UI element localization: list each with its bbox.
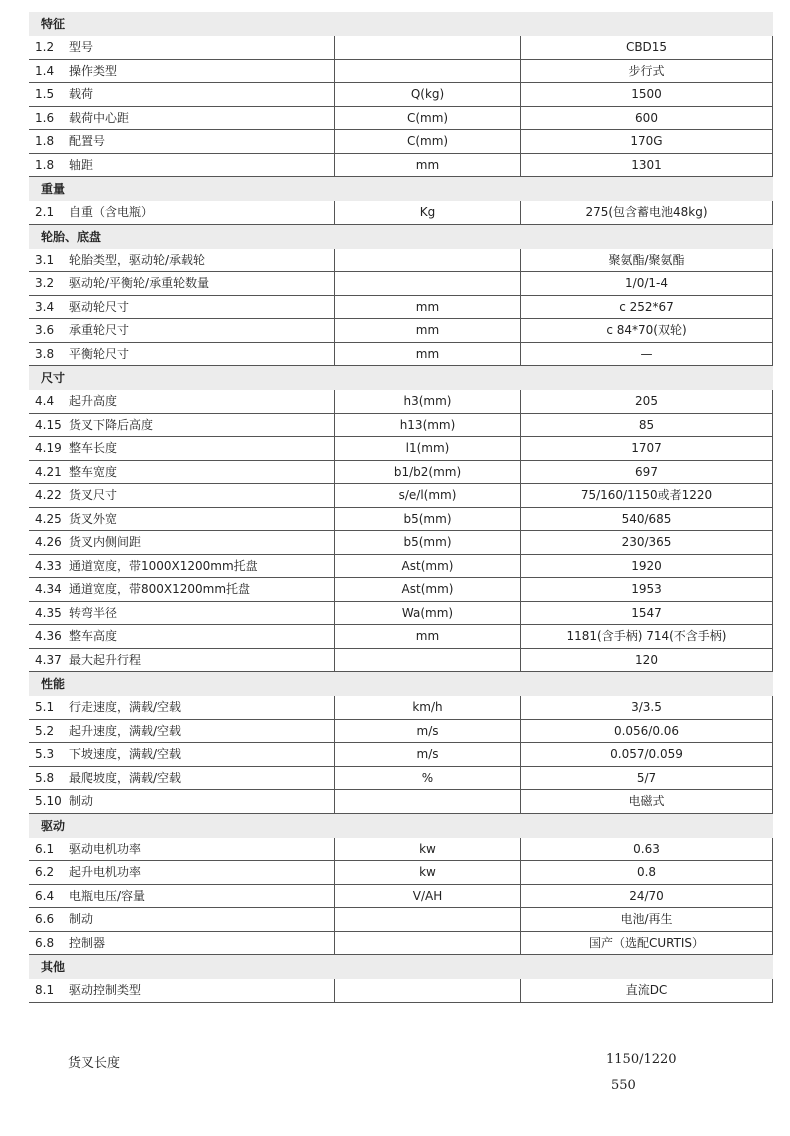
fork-length-value: 1150/1220 [606, 1052, 677, 1067]
row-value: 电池/再生 [521, 908, 773, 931]
row-number: 8.1 [35, 983, 55, 997]
row-number: 6.8 [35, 935, 55, 950]
row-value: 0.63 [521, 838, 773, 861]
row-unit: kw [335, 861, 521, 884]
row-value: 1/0/1-4 [521, 272, 773, 295]
row-number: 1.6 [35, 110, 55, 125]
row-value: 聚氨酯/聚氨酯 [521, 249, 773, 272]
row-name: 通道宽度，带1000X1200mm托盘 [65, 555, 335, 578]
row-number: 4.37 [35, 652, 62, 667]
row-unit: m/s [335, 743, 521, 766]
row-unit [335, 649, 521, 672]
row-name: 载荷 [65, 83, 335, 106]
section-header: 性能 [29, 672, 773, 696]
spec-table [29, 12, 773, 1003]
row-unit: Kg [335, 201, 521, 224]
row-unit: km/h [335, 696, 521, 719]
row-value: CBD15 [521, 36, 773, 59]
row-value: 205 [521, 390, 773, 413]
table-row [29, 790, 773, 814]
row-name: 货叉内侧间距 [65, 531, 335, 554]
section-header: 尺寸 [29, 366, 773, 390]
row-value: 1547 [521, 602, 773, 625]
row-unit [335, 790, 521, 813]
row-value: 3/3.5 [521, 696, 773, 719]
row-name: 整车长度 [65, 437, 335, 460]
row-value: 230/365 [521, 531, 773, 554]
fork-length-label: 货叉长度 [68, 1056, 121, 1071]
row-unit [335, 249, 521, 272]
row-number: 2.1 [35, 205, 55, 219]
row-name: 自重（含电瓶） [65, 201, 335, 224]
row-number: 6.4 [35, 888, 55, 903]
table-row [29, 461, 773, 485]
table-row [29, 508, 773, 532]
row-name: 转弯半径 [65, 602, 335, 625]
row-unit: Wa(mm) [335, 602, 521, 625]
row-name: 最大起升行程 [65, 649, 335, 672]
row-number: 3.8 [35, 346, 55, 361]
table-row [29, 201, 773, 225]
row-number: 4.25 [35, 511, 62, 526]
row-value: 5/7 [521, 767, 773, 790]
table-row [29, 249, 773, 273]
row-name: 轮胎类型，驱动轮/承载轮 [65, 249, 335, 272]
row-name: 配置号 [65, 130, 335, 153]
row-number: 3.2 [35, 276, 55, 290]
row-unit [335, 908, 521, 931]
section-header: 驱动 [29, 814, 773, 838]
table-row [29, 154, 773, 178]
row-unit [335, 979, 521, 1002]
table-row [29, 838, 773, 862]
row-name: 驱动电机功率 [65, 838, 335, 861]
row-name: 通道宽度，带800X1200mm托盘 [65, 578, 335, 601]
table-row [29, 885, 773, 909]
table-row [29, 319, 773, 343]
row-name: 行走速度，满载/空载 [65, 696, 335, 719]
row-value: 540/685 [521, 508, 773, 531]
row-unit: mm [335, 319, 521, 342]
section-header: 轮胎、底盘 [29, 225, 773, 249]
row-value: 1301 [521, 154, 773, 177]
row-unit [335, 60, 521, 83]
row-unit: b5(mm) [335, 531, 521, 554]
row-name: 起升电机功率 [65, 861, 335, 884]
table-row [29, 602, 773, 626]
row-name: 最爬坡度，满载/空载 [65, 767, 335, 790]
table-row [29, 932, 773, 956]
row-name: 控制器 [65, 932, 335, 955]
row-value: 75/160/1150或者1220 [521, 484, 773, 507]
row-name: 载荷中心距 [65, 107, 335, 130]
row-number: 4.19 [35, 441, 62, 455]
row-value: 120 [521, 649, 773, 672]
row-unit: C(mm) [335, 107, 521, 130]
table-row [29, 908, 773, 932]
row-unit: m/s [335, 720, 521, 743]
row-number: 5.10 [35, 794, 62, 808]
table-row [29, 720, 773, 744]
row-name: 型号 [65, 36, 335, 59]
table-row [29, 414, 773, 438]
table-row [29, 649, 773, 673]
row-unit: % [335, 767, 521, 790]
row-name: 起升速度，满载/空载 [65, 720, 335, 743]
row-value: 1500 [521, 83, 773, 106]
table-row [29, 555, 773, 579]
row-unit [335, 36, 521, 59]
row-unit [335, 932, 521, 955]
table-row [29, 531, 773, 555]
table-row [29, 578, 773, 602]
table-row [29, 767, 773, 791]
table-row [29, 83, 773, 107]
table-row [29, 696, 773, 720]
row-number: 4.22 [35, 488, 62, 502]
row-unit: b5(mm) [335, 508, 521, 531]
row-unit: l1(mm) [335, 437, 521, 460]
row-unit: h3(mm) [335, 390, 521, 413]
row-value: 85 [521, 414, 773, 437]
row-number: 1.8 [35, 157, 55, 172]
row-value: c 252*67 [521, 296, 773, 319]
row-number: 1.4 [35, 63, 55, 78]
row-name: 平衡轮尺寸 [65, 343, 335, 366]
row-number: 6.6 [35, 912, 55, 926]
row-unit: Ast(mm) [335, 555, 521, 578]
table-row [29, 390, 773, 414]
row-unit: kw [335, 838, 521, 861]
row-name: 货叉下降后高度 [65, 414, 335, 437]
row-unit: h13(mm) [335, 414, 521, 437]
row-value: 170G [521, 130, 773, 153]
table-row [29, 107, 773, 131]
table-row [29, 296, 773, 320]
row-name: 轴距 [65, 154, 335, 177]
row-unit: Q(kg) [335, 83, 521, 106]
row-number: 4.33 [35, 558, 62, 573]
row-unit: mm [335, 296, 521, 319]
row-name: 电瓶电压/容量 [65, 885, 335, 908]
row-number: 4.4 [35, 394, 55, 408]
row-number: 4.36 [35, 629, 62, 643]
row-number: 5.3 [35, 747, 55, 761]
row-number: 3.1 [35, 252, 55, 267]
row-number: 6.1 [35, 841, 55, 856]
row-unit [335, 272, 521, 295]
row-unit: s/e/l(mm) [335, 484, 521, 507]
row-name: 驱动轮尺寸 [65, 296, 335, 319]
row-name: 承重轮尺寸 [65, 319, 335, 342]
table-row [29, 343, 773, 367]
row-name: 整车宽度 [65, 461, 335, 484]
row-name: 驱动控制类型 [65, 979, 335, 1002]
row-value: 1181(含手柄) 714(不含手柄) [521, 625, 773, 648]
row-value: 1953 [521, 578, 773, 601]
section-header: 特征 [29, 12, 773, 36]
row-unit: mm [335, 154, 521, 177]
row-value: — [521, 343, 773, 366]
row-value: 697 [521, 461, 773, 484]
row-value: c 84*70(双轮) [521, 319, 773, 342]
table-row [29, 437, 773, 461]
row-name: 货叉外宽 [65, 508, 335, 531]
row-number: 4.34 [35, 582, 62, 596]
row-value: 0.8 [521, 861, 773, 884]
row-unit: b1/b2(mm) [335, 461, 521, 484]
row-value: 24/70 [521, 885, 773, 908]
row-value: 国产（选配CURTIS） [521, 932, 773, 955]
row-number: 1.2 [35, 40, 55, 54]
row-number: 3.4 [35, 299, 55, 314]
table-row [29, 60, 773, 84]
row-name: 起升高度 [65, 390, 335, 413]
row-number: 4.26 [35, 535, 62, 549]
row-value: 电磁式 [521, 790, 773, 813]
row-name: 制动 [65, 908, 335, 931]
row-value: 0.056/0.06 [521, 720, 773, 743]
row-name: 货叉尺寸 [65, 484, 335, 507]
row-name: 制动 [65, 790, 335, 813]
row-value: 步行式 [521, 60, 773, 83]
row-unit: Ast(mm) [335, 578, 521, 601]
row-number: 4.35 [35, 605, 62, 620]
section-header: 重量 [29, 177, 773, 201]
section-header: 其他 [29, 955, 773, 979]
row-number: 3.6 [35, 323, 55, 337]
row-number: 4.15 [35, 417, 62, 432]
extra-value: 550 [611, 1078, 636, 1093]
row-value: 直流DC [521, 979, 773, 1002]
row-unit: V/AH [335, 885, 521, 908]
row-value: 1707 [521, 437, 773, 460]
row-number: 5.2 [35, 723, 55, 738]
row-unit: mm [335, 343, 521, 366]
row-value: 1920 [521, 555, 773, 578]
table-row [29, 484, 773, 508]
table-row [29, 272, 773, 296]
row-number: 4.21 [35, 464, 62, 479]
row-number: 1.8 [35, 134, 55, 148]
table-row [29, 979, 773, 1003]
row-number: 6.2 [35, 865, 55, 879]
row-name: 下坡速度，满载/空载 [65, 743, 335, 766]
row-name: 操作类型 [65, 60, 335, 83]
table-row [29, 36, 773, 60]
table-row [29, 625, 773, 649]
row-number: 5.1 [35, 700, 55, 714]
row-value: 275(包含蓄电池48kg) [521, 201, 773, 224]
table-row [29, 130, 773, 154]
row-name: 驱动轮/平衡轮/承重轮数量 [65, 272, 335, 295]
row-number: 5.8 [35, 770, 55, 785]
row-value: 0.057/0.059 [521, 743, 773, 766]
row-unit: C(mm) [335, 130, 521, 153]
row-name: 整车高度 [65, 625, 335, 648]
row-value: 600 [521, 107, 773, 130]
row-unit: mm [335, 625, 521, 648]
row-number: 1.5 [35, 87, 55, 101]
table-row [29, 743, 773, 767]
table-row [29, 861, 773, 885]
